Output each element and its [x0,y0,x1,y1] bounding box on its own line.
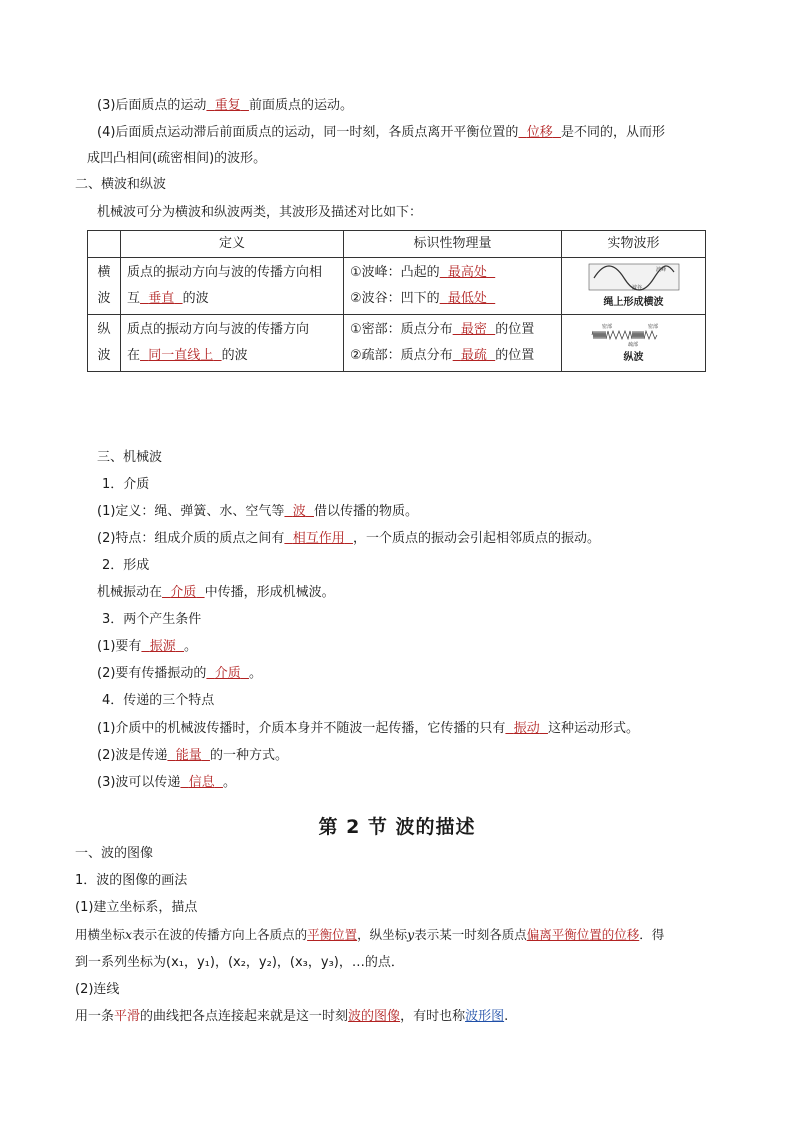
text: 前面质点的运动。 [248,98,353,113]
text-line: (2)特点：组成介质的质点之间有 相互作用 ，一个质点的振动会引起相邻质点的振动。 [97,531,600,546]
figure-cell [562,258,706,315]
table-row-transverse [88,258,706,315]
subheading: 4．传递的三个特点 [102,693,215,708]
text-line: (1)建立坐标系，描点 [75,900,198,915]
text-line: 到一系列坐标为(x₁，y₁)，(x₂，y₂)，(x₃，y₃)，…的点． [75,955,404,970]
subheading: 2．形成 [102,558,150,573]
definition-cell: 质点的振动方向与波的传播方向相互 垂直 的波 [121,258,344,315]
text-line: (2)波是传递 能量 的一种方式。 [97,748,288,763]
svg-text:密部: 密部 [647,324,658,330]
text-line: (2)要有传播振动的 介质 。 [97,666,262,681]
answer-blank: 重复 [214,98,241,113]
table-header: 标识性物理量 [344,231,562,258]
text-line: 用横坐标x表示在波的传播方向上各质点的平衡位置，纵坐标y表示某一时刻各质点偏离平衡位置的位移．得 [75,927,665,942]
text: (3)后面质点的运动 [97,98,207,113]
section-heading: 三、机械波 [97,450,163,465]
svg-text:密部: 密部 [601,324,612,330]
definition-cell: 质点的振动方向与波的传播方向在 同一直线上 的波 [121,315,344,372]
trough-label: 波谷 [631,285,642,291]
wave-comparison-table [87,230,706,372]
text-line: (3)波可以传递 信息 。 [97,775,236,790]
kind-cell: 纵波 [88,315,121,372]
quantity-cell: ①波峰：凸起的 最高处 ②波谷：凹下的 最低处 [344,258,562,315]
peak-label: 波峰 [655,267,666,273]
text-line: (1)定义：绳、弹簧、水、空气等 波 借以传播的物质。 [97,504,418,519]
quantity-cell: ①密部：质点分布 最密 的位置 ②疏部：质点分布 最疏 的位置 [344,315,562,372]
table-header-empty [88,231,121,258]
figure-caption: 绳上形成横波 [603,297,664,308]
subheading: 3．两个产生条件 [102,612,202,627]
text-line: (1)要有 振源 。 [97,639,197,654]
figure-caption: 纵波 [623,352,644,363]
svg-text:疏部: 疏部 [627,342,638,347]
answer-blank: 位移 [526,125,553,140]
text-line: 用一条平滑的曲线把各点连接起来就是这一时刻波的图像，有时也称波形图. [75,1009,509,1024]
section-heading: 一、波的图像 [75,846,154,861]
text-line: (4)后面质点运动滞后前面质点的运动，同一时刻，各质点离开平衡位置的 位移 是不同的，从而形 [97,125,665,140]
text-line: (2)连线 [75,982,120,997]
text-line: 机械波可分为横波和纵波两类，其波形及描述对比如下： [97,205,423,220]
text-line: 成凹凸相间(疏密相间)的波形。 [87,151,267,166]
text-line: (1)介质中的机械波传播时，介质本身并不随波一起传播，它传播的只有 振动 这种运动形式。 [97,721,639,736]
figure-cell [562,315,706,372]
longitudinal-wave-figure [588,321,680,347]
transverse-wave-figure [588,262,680,292]
section-title: 第 2 节 波的描述 [318,816,476,838]
text-line [97,97,353,115]
table-row-longitudinal [88,315,706,372]
subheading: 1．波的图像的画法 [75,873,188,888]
section-heading: 二、横波和纵波 [75,177,167,192]
text-line: 机械振动在 介质 中传播，形成机械波。 [97,585,335,600]
kind-cell: 横波 [88,258,121,315]
subheading: 1．介质 [102,477,150,492]
table-header: 实物波形 [562,231,706,258]
table-header: 定义 [121,231,344,258]
